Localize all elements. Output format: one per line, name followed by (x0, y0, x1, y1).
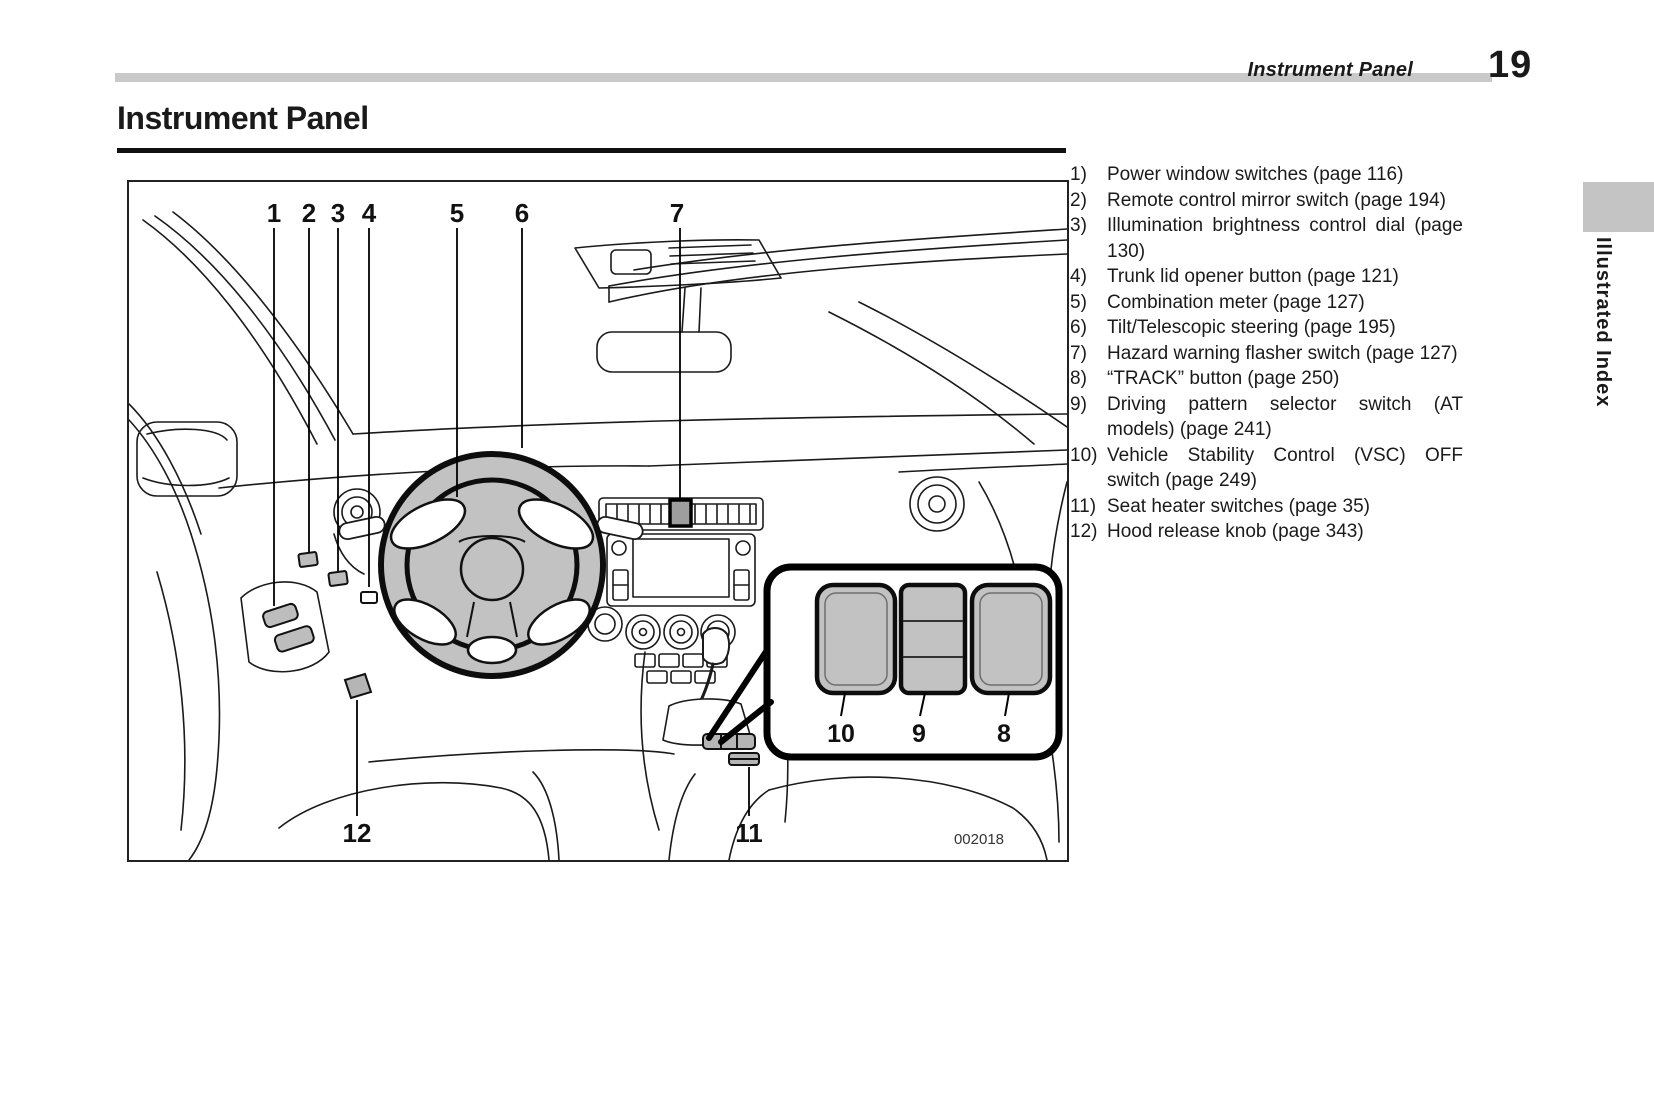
title-rule (117, 148, 1066, 153)
figure-image-code: 002018 (953, 831, 1005, 848)
inset-label-10: 10 (827, 720, 855, 748)
callout-7: 7 (669, 198, 685, 228)
inset-callout-box (709, 567, 1059, 757)
callout-6: 6 (514, 198, 530, 228)
callout-11: 11 (735, 818, 763, 848)
page-number: 19 (1488, 44, 1533, 86)
legend-item: 1) Power window switches (page 116) (1070, 164, 1404, 185)
legend-item: 3) Illumination brightness control dial (page 130) (1070, 215, 1463, 262)
legend-item: 5) Combination meter (page 127) (1070, 291, 1365, 313)
figure-frame (127, 180, 1069, 862)
page-title: Instrument Panel (117, 100, 369, 136)
legend-item: 12) Hood release knob (page 343) (1070, 521, 1364, 542)
callout-3: 3 (330, 198, 346, 228)
callout-1: 1 (266, 198, 282, 228)
legend-item: 2) Remote control mirror switch (page 194) (1070, 189, 1446, 211)
running-header-title: Instrument Panel (1247, 59, 1413, 81)
legend-item: 11) Seat heater switches (page 35) (1070, 495, 1370, 517)
legend-item: 8) “TRACK” button (page 250) (1070, 368, 1340, 389)
callout-4: 4 (361, 198, 377, 228)
legend-item: 10) Vehicle Stability Control (VSC) OFF switch (page 249) (1070, 444, 1463, 491)
legend-item: 6) Tilt/Telescopic steering (page 195) (1070, 317, 1396, 338)
section-tab-marker (1583, 182, 1654, 232)
section-tab-label: Illustrated Index (1592, 237, 1614, 408)
inset-label-9: 9 (912, 720, 926, 748)
callout-12: 12 (342, 818, 372, 848)
instrument-panel-illustration (129, 182, 1067, 860)
hazard-switch (670, 500, 691, 526)
legend-item: 9) Driving pattern selector switch (AT models) (page 241) (1070, 393, 1463, 440)
legend-list (1070, 162, 1474, 545)
legend-item: 4) Trunk lid opener button (page 121) (1070, 266, 1399, 287)
callout-5: 5 (449, 198, 465, 228)
steering-wheel (381, 454, 603, 676)
callout-2: 2 (301, 198, 317, 228)
inset-label-8: 8 (997, 720, 1011, 748)
legend-item: 7) Hazard warning flasher switch (page 127) (1070, 342, 1458, 364)
